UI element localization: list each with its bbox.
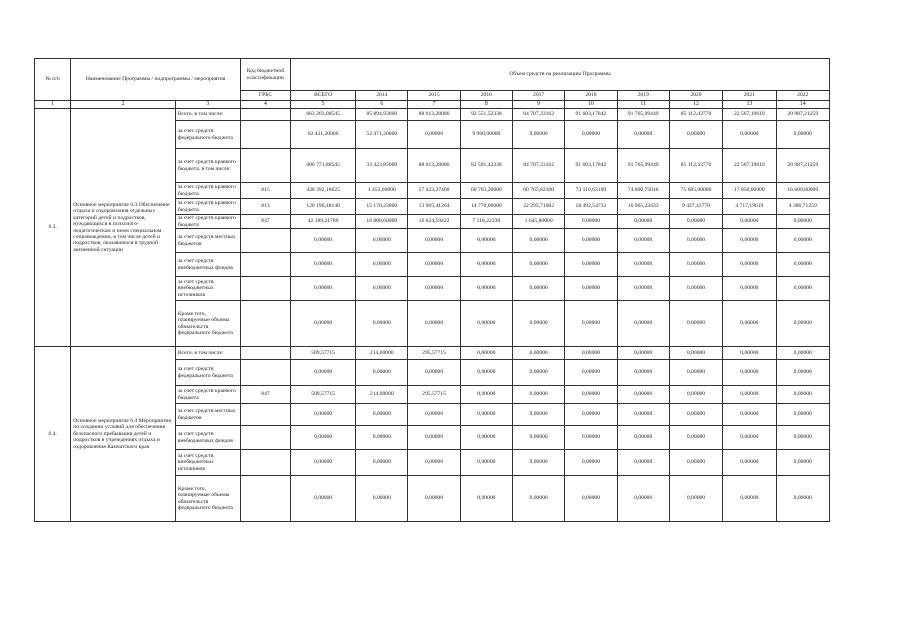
section-title: Основное мероприятие 6.3 Обеспечение отдыха и оздоровления отдельных категорий детей и подростков, нуждающихся в психолого-педагогическом и ином специальном сопровождении, в том числе детей и подростков, оказавшихся в трудной жизненной ситуации bbox=[71, 109, 176, 347]
amount-cell: 0,00000 bbox=[723, 347, 776, 360]
header-total: ВСЕГО bbox=[291, 91, 356, 101]
amount-cell: 82 591,42338 bbox=[460, 149, 512, 183]
amount-cell: 75 685,00000 bbox=[669, 183, 722, 199]
amount-cell: 0,00000 bbox=[512, 301, 564, 347]
amount-cell: 0,00000 bbox=[512, 450, 564, 476]
funding-source-label: за счет средств внебюджетных источников bbox=[175, 277, 240, 301]
amount-cell: 16 624,59422 bbox=[408, 215, 460, 229]
amount-cell: 60 703,20000 bbox=[460, 183, 512, 199]
amount-cell: 0,00000 bbox=[512, 360, 564, 386]
program-funding-table bbox=[34, 58, 830, 522]
table-row bbox=[35, 109, 830, 121]
header-col-number: 3 bbox=[175, 101, 240, 109]
program-funding-table-sheet bbox=[34, 58, 830, 522]
amount-cell: 0,00000 bbox=[291, 450, 356, 476]
funding-source-label: за счет средств федерального бюджета bbox=[175, 360, 240, 386]
amount-cell: 57 423,27400 bbox=[408, 183, 460, 199]
header-col-number: 2 bbox=[71, 101, 176, 109]
section-title: Основное мероприятие 6.4 Мероприятия по созданию условий для обеспечения безопасного пребывания детей и подростков в учреждениях отдыха и оздоровления Камчатского края bbox=[71, 347, 176, 522]
amount-cell: 91 603,17842 bbox=[565, 149, 617, 183]
amount-cell: 0,00000 bbox=[723, 277, 776, 301]
amount-cell: 0,00000 bbox=[723, 404, 776, 426]
header-num: № п/п bbox=[35, 59, 71, 101]
header-year-2016: 2016 bbox=[460, 91, 512, 101]
amount-cell: 0,00000 bbox=[460, 404, 512, 426]
grbs-code bbox=[240, 301, 290, 347]
header-col-number: 8 bbox=[460, 101, 512, 109]
amount-cell: 0,00000 bbox=[669, 277, 722, 301]
section-number: 6.3. bbox=[35, 109, 71, 347]
amount-cell: 0,00000 bbox=[512, 426, 564, 450]
amount-cell: 15 170,23000 bbox=[356, 199, 408, 215]
amount-cell: 120 190,48140 bbox=[291, 199, 356, 215]
amount-cell: 0,00000 bbox=[460, 360, 512, 386]
funding-source-label: за счет средств внебюджетных фондов bbox=[175, 253, 240, 277]
amount-cell: 60 765,82100 bbox=[512, 183, 564, 199]
amount-cell: 0,00000 bbox=[723, 426, 776, 450]
amount-cell: 0,00000 bbox=[291, 476, 356, 522]
header-col-number: 7 bbox=[408, 101, 460, 109]
header-year-2021: 2021 bbox=[723, 91, 776, 101]
amount-cell: 0,00000 bbox=[460, 450, 512, 476]
amount-cell: 20 987,21259 bbox=[776, 149, 829, 183]
amount-cell: 0,00000 bbox=[723, 253, 776, 277]
amount-cell: 62 431,20000 bbox=[291, 121, 356, 149]
amount-cell: 0,00000 bbox=[723, 450, 776, 476]
amount-cell: 42 189,21780 bbox=[291, 215, 356, 229]
amount-cell: 88 013,28086 bbox=[408, 109, 460, 121]
amount-cell: 0,00000 bbox=[617, 404, 669, 426]
amount-cell: 84 707,33162 bbox=[512, 109, 564, 121]
amount-cell: 0,00000 bbox=[669, 347, 722, 360]
amount-cell: 0,00000 bbox=[408, 426, 460, 450]
amount-cell: 9 427,43770 bbox=[669, 199, 722, 215]
amount-cell: 92 551,52338 bbox=[460, 109, 512, 121]
amount-cell: 84 707,33162 bbox=[512, 149, 564, 183]
amount-cell: 0,00000 bbox=[617, 253, 669, 277]
amount-cell: 85 112,43770 bbox=[669, 149, 722, 183]
amount-cell: 0,00000 bbox=[669, 121, 722, 149]
amount-cell: 600 771,88545 bbox=[291, 149, 356, 183]
header-year-2020: 2020 bbox=[669, 91, 722, 101]
amount-cell: 0,00000 bbox=[776, 277, 829, 301]
amount-cell: 0,00000 bbox=[408, 301, 460, 347]
amount-cell: 0,00000 bbox=[565, 277, 617, 301]
amount-cell: 0,00000 bbox=[565, 301, 617, 347]
amount-cell: 0,00000 bbox=[460, 229, 512, 253]
amount-cell: 0,00000 bbox=[356, 476, 408, 522]
amount-cell: 22 295,71062 bbox=[512, 199, 564, 215]
amount-cell: 0,00000 bbox=[356, 450, 408, 476]
amount-cell: 0,00000 bbox=[291, 360, 356, 386]
amount-cell: 0,00000 bbox=[723, 121, 776, 149]
amount-cell: 438 392,18625 bbox=[291, 183, 356, 199]
amount-cell: 4 386,71259 bbox=[776, 199, 829, 215]
grbs-code bbox=[240, 109, 290, 121]
amount-cell: 85 112,43770 bbox=[669, 109, 722, 121]
amount-cell: 0,00000 bbox=[460, 347, 512, 360]
amount-cell: 0,00000 bbox=[669, 476, 722, 522]
amount-cell: 20 987,21259 bbox=[776, 109, 829, 121]
amount-cell: 0,00000 bbox=[512, 386, 564, 404]
funding-source-label: за счет средств федерального бюджета bbox=[175, 121, 240, 149]
amount-cell: 214,00000 bbox=[356, 347, 408, 360]
amount-cell: 16 600,80000 bbox=[776, 183, 829, 199]
amount-cell: 295,57715 bbox=[408, 386, 460, 404]
header-col-number: 13 bbox=[723, 101, 776, 109]
funding-source-label: за счет средств местных бюджетов bbox=[175, 229, 240, 253]
funding-source-label: за счет средств краевого бюджета bbox=[175, 386, 240, 404]
amount-cell: 0,00000 bbox=[356, 301, 408, 347]
amount-cell: 295,57715 bbox=[408, 347, 460, 360]
amount-cell: 0,00000 bbox=[776, 450, 829, 476]
amount-cell: 0,00000 bbox=[408, 229, 460, 253]
amount-cell: 0,00000 bbox=[291, 426, 356, 450]
amount-cell: 0,00000 bbox=[776, 476, 829, 522]
amount-cell: 14 770,00000 bbox=[460, 199, 512, 215]
amount-cell: 0,00000 bbox=[669, 229, 722, 253]
amount-cell: 0,00000 bbox=[512, 229, 564, 253]
amount-cell: 0,00000 bbox=[617, 121, 669, 149]
grbs-code bbox=[240, 253, 290, 277]
header-name: Наименование Программы / подпрограммы / мероприятия bbox=[71, 59, 241, 101]
amount-cell: 0,00000 bbox=[291, 229, 356, 253]
grbs-code bbox=[240, 360, 290, 386]
amount-cell: 0,00000 bbox=[408, 450, 460, 476]
amount-cell: 17 850,00000 bbox=[723, 183, 776, 199]
grbs-code bbox=[240, 426, 290, 450]
amount-cell: 0,00000 bbox=[291, 253, 356, 277]
grbs-code: 847 bbox=[240, 215, 290, 229]
amount-cell: 33 423,83000 bbox=[356, 149, 408, 183]
table-row bbox=[35, 347, 830, 360]
header-grbs: ГРБС bbox=[240, 91, 290, 101]
amount-cell: 0,00000 bbox=[669, 253, 722, 277]
amount-cell: 16 965,23433 bbox=[617, 199, 669, 215]
amount-cell: 0,00000 bbox=[408, 476, 460, 522]
amount-cell: 0,00000 bbox=[408, 360, 460, 386]
amount-cell: 0,00000 bbox=[460, 386, 512, 404]
grbs-code bbox=[240, 121, 290, 149]
header-year-2014: 2014 bbox=[356, 91, 408, 101]
amount-cell: 91 765,99449 bbox=[617, 109, 669, 121]
grbs-code bbox=[240, 450, 290, 476]
amount-cell: 0,00000 bbox=[617, 229, 669, 253]
amount-cell: 13 965,41264 bbox=[408, 199, 460, 215]
amount-cell: 0,00000 bbox=[617, 450, 669, 476]
amount-cell: 0,00000 bbox=[723, 229, 776, 253]
amount-cell: 0,00000 bbox=[408, 277, 460, 301]
amount-cell: 0,00000 bbox=[565, 360, 617, 386]
amount-cell: 0,00000 bbox=[669, 450, 722, 476]
section-number: 6.4. bbox=[35, 347, 71, 522]
amount-cell: 0,00000 bbox=[776, 360, 829, 386]
amount-cell: 0,00000 bbox=[460, 426, 512, 450]
header-col-number: 11 bbox=[617, 101, 669, 109]
amount-cell: 0,00000 bbox=[617, 386, 669, 404]
amount-cell: 214,00000 bbox=[356, 386, 408, 404]
amount-cell: 0,00000 bbox=[565, 121, 617, 149]
amount-cell: 4 717,19619 bbox=[723, 199, 776, 215]
amount-cell: 0,00000 bbox=[460, 277, 512, 301]
funding-source-label: Кроме того, планируемые объемы обязательств федерального бюджета bbox=[175, 301, 240, 347]
amount-cell: 0,00000 bbox=[617, 476, 669, 522]
amount-cell: 0,00000 bbox=[617, 301, 669, 347]
amount-cell: 7 118,22338 bbox=[460, 215, 512, 229]
amount-cell: 0,00000 bbox=[356, 404, 408, 426]
amount-cell: 9 960,00000 bbox=[460, 121, 512, 149]
amount-cell: 0,00000 bbox=[617, 277, 669, 301]
amount-cell: 0,00000 bbox=[408, 404, 460, 426]
header-col-number: 1 bbox=[35, 101, 71, 109]
amount-cell: 0,00000 bbox=[776, 215, 829, 229]
amount-cell: 0,00000 bbox=[512, 253, 564, 277]
amount-cell: 16 800,60000 bbox=[356, 215, 408, 229]
funding-source-label: за счет средств краевого бюджета bbox=[175, 215, 240, 229]
amount-cell: 0,00000 bbox=[776, 347, 829, 360]
amount-cell: 0,00000 bbox=[776, 404, 829, 426]
header-year-2015: 2015 bbox=[408, 91, 460, 101]
amount-cell: 0,00000 bbox=[356, 253, 408, 277]
grbs-code bbox=[240, 149, 290, 183]
amount-cell: 0,00000 bbox=[291, 404, 356, 426]
funding-source-label: за счет средств краевого бюджета bbox=[175, 199, 240, 215]
amount-cell: 0,00000 bbox=[617, 347, 669, 360]
funding-source-label: за счет средств местных бюджетов bbox=[175, 404, 240, 426]
amount-cell: 0,00000 bbox=[723, 301, 776, 347]
header-col-number: 10 bbox=[565, 101, 617, 109]
amount-cell: 0,00000 bbox=[565, 476, 617, 522]
amount-cell: 1 453,00000 bbox=[356, 183, 408, 199]
amount-cell: 0,00000 bbox=[723, 476, 776, 522]
amount-cell: 0,00000 bbox=[669, 215, 722, 229]
amount-cell: 0,00000 bbox=[617, 215, 669, 229]
header-year-2022: 2022 bbox=[776, 91, 829, 101]
amount-cell: 73 110,63109 bbox=[565, 183, 617, 199]
amount-cell: 0,00000 bbox=[291, 277, 356, 301]
amount-cell: 509,57715 bbox=[291, 347, 356, 360]
header-col-number: 4 bbox=[240, 101, 290, 109]
amount-cell: 91 603,17842 bbox=[565, 109, 617, 121]
amount-cell: 0,00000 bbox=[617, 360, 669, 386]
amount-cell: 0,00000 bbox=[512, 121, 564, 149]
amount-cell: 0,00000 bbox=[356, 426, 408, 450]
amount-cell: 18 492,54733 bbox=[565, 199, 617, 215]
amount-cell: 0,00000 bbox=[617, 426, 669, 450]
amount-cell: 509,57715 bbox=[291, 386, 356, 404]
amount-cell: 0,00000 bbox=[565, 404, 617, 426]
header-col-number: 6 bbox=[356, 101, 408, 109]
amount-cell: 0,00000 bbox=[565, 215, 617, 229]
amount-cell: 0,00000 bbox=[460, 476, 512, 522]
amount-cell: 22 567,19619 bbox=[723, 149, 776, 183]
amount-cell: 0,00000 bbox=[776, 253, 829, 277]
amount-cell: 0,00000 bbox=[776, 301, 829, 347]
amount-cell: 91 765,99449 bbox=[617, 149, 669, 183]
amount-cell: 0,00000 bbox=[460, 253, 512, 277]
header-volume: Объем средств на реализацию Программы bbox=[291, 59, 830, 91]
amount-cell: 0,00000 bbox=[776, 121, 829, 149]
amount-cell: 0,00000 bbox=[565, 386, 617, 404]
amount-cell: 0,00000 bbox=[776, 426, 829, 450]
grbs-code: 813 bbox=[240, 199, 290, 215]
header-kbk: Код бюджетной классификации bbox=[240, 59, 290, 91]
funding-source-label: за счет средств внебюджетных источников bbox=[175, 450, 240, 476]
amount-cell: 0,00000 bbox=[512, 404, 564, 426]
amount-cell: 0,00000 bbox=[356, 229, 408, 253]
funding-source-label: Всего, в том числе: bbox=[175, 109, 240, 121]
amount-cell: 0,00000 bbox=[669, 426, 722, 450]
amount-cell: 0,00000 bbox=[291, 301, 356, 347]
funding-source-label: за счет средств краевого бюджета, в том числе: bbox=[175, 149, 240, 183]
grbs-code bbox=[240, 476, 290, 522]
funding-source-label: за счет средств краевого бюджета bbox=[175, 183, 240, 199]
header-col-number: 12 bbox=[669, 101, 722, 109]
grbs-code bbox=[240, 347, 290, 360]
amount-cell: 0,00000 bbox=[776, 386, 829, 404]
header-col-number: 9 bbox=[512, 101, 564, 109]
amount-cell: 0,00000 bbox=[723, 215, 776, 229]
amount-cell: 0,00000 bbox=[356, 277, 408, 301]
amount-cell: 0,00000 bbox=[565, 229, 617, 253]
grbs-code bbox=[240, 277, 290, 301]
grbs-code: 815 bbox=[240, 183, 290, 199]
amount-cell: 0,00000 bbox=[565, 450, 617, 476]
header-year-2018: 2018 bbox=[565, 91, 617, 101]
header-year-2017: 2017 bbox=[512, 91, 564, 101]
amount-cell: 0,00000 bbox=[408, 121, 460, 149]
header-col-number: 5 bbox=[291, 101, 356, 109]
amount-cell: 0,00000 bbox=[565, 253, 617, 277]
funding-source-label: Всего, в том числе: bbox=[175, 347, 240, 360]
amount-cell: 0,00000 bbox=[460, 301, 512, 347]
amount-cell: 0,00000 bbox=[776, 229, 829, 253]
header-col-number: 14 bbox=[776, 101, 829, 109]
amount-cell: 74 800,75016 bbox=[617, 183, 669, 199]
funding-source-label: Кроме того, планируемые объемы обязательств федерального бюджета bbox=[175, 476, 240, 522]
amount-cell: 52 471,20000 bbox=[356, 121, 408, 149]
amount-cell: 0,00000 bbox=[723, 360, 776, 386]
amount-cell: 1 645,80000 bbox=[512, 215, 564, 229]
amount-cell: 0,00000 bbox=[669, 404, 722, 426]
amount-cell: 0,00000 bbox=[723, 386, 776, 404]
header-year-2019: 2019 bbox=[617, 91, 669, 101]
amount-cell: 0,00000 bbox=[565, 347, 617, 360]
amount-cell: 0,00000 bbox=[408, 253, 460, 277]
amount-cell: 0,00000 bbox=[669, 301, 722, 347]
amount-cell: 0,00000 bbox=[512, 277, 564, 301]
grbs-code: 847 bbox=[240, 386, 290, 404]
amount-cell: 88 013,28086 bbox=[408, 149, 460, 183]
amount-cell: 85 894,93000 bbox=[356, 109, 408, 121]
grbs-code bbox=[240, 404, 290, 426]
amount-cell: 22 567,19619 bbox=[723, 109, 776, 121]
amount-cell: 0,00000 bbox=[669, 360, 722, 386]
amount-cell: 0,00000 bbox=[669, 386, 722, 404]
grbs-code bbox=[240, 229, 290, 253]
funding-source-label: за счет средств внебюджетных фондов bbox=[175, 426, 240, 450]
amount-cell: 0,00000 bbox=[512, 347, 564, 360]
amount-cell: 0,00000 bbox=[565, 426, 617, 450]
amount-cell: 663 203,08545 bbox=[291, 109, 356, 121]
amount-cell: 0,00000 bbox=[356, 360, 408, 386]
amount-cell: 0,00000 bbox=[512, 476, 564, 522]
